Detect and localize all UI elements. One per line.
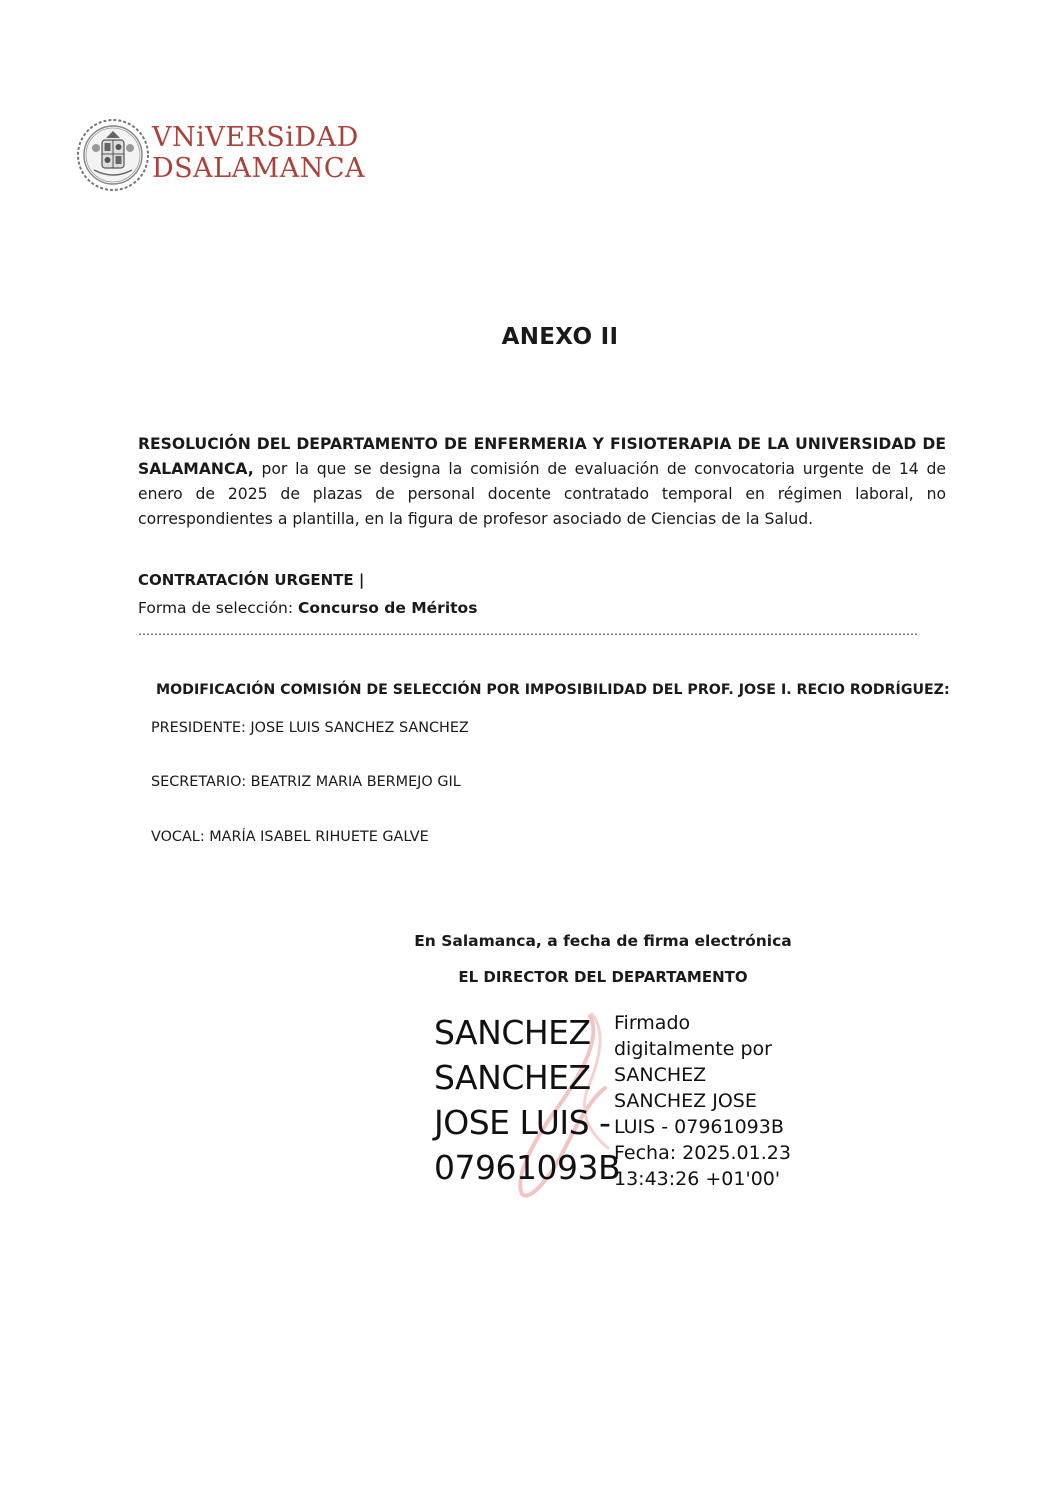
university-logo [76,118,365,194]
signature-name [434,1010,620,1190]
commission-member-president: PRESIDENTE: JOSE LUIS SANCHEZ SANCHEZ [151,720,469,736]
signature-name-line: JOSE LUIS - [434,1103,611,1142]
modificacion-heading: MODIFICACIÓN COMISIÓN DE SELECCIÓN POR IMPOSIBILIDAD DEL PROF. JOSE I. RECIO RODRÍGUEZ: [156,682,950,698]
forma-label: Forma de selección: [138,599,299,617]
commission-member-secretary: SECRETARIO: BEATRIZ MARIA BERMEJO GIL [151,774,461,790]
signature-info-line: LUIS - 07961093B [614,1116,784,1138]
signature-info-line: SANCHEZ JOSE [614,1090,757,1112]
signature-info-line: SANCHEZ [614,1064,707,1086]
signature-name-line: SANCHEZ [434,1058,591,1097]
signature-info-line: digitalmente por [614,1038,772,1060]
dotted-separator: …………………………………………………………………………………………………………………………………………………………………………… [138,624,918,638]
logo-line-2: DSALAMANCA [152,153,365,184]
director-title: EL DIRECTOR DEL DEPARTAMENTO [458,968,748,986]
commission-member-vocal: VOCAL: MARÍA ISABEL RIHUETE GALVE [151,829,429,845]
signature-info-line: Fecha: 2025.01.23 [614,1142,791,1164]
signature-info-line: 13:43:26 +01'00' [614,1168,781,1190]
university-seal-icon [76,118,150,192]
resolution-body: por la que se designa la comisión de evaluación de convocatoria urgente de 14 de enero de 2025 de plazas de personal docente contratado temporal en régimen laboral, no correspondientes a plantilla, en la figura de profesor asociado de Ciencias de la Salud. [138,460,946,528]
resolution-paragraph [138,432,946,532]
contratacion-heading: CONTRATACIÓN URGENTE | [138,571,365,589]
signature-name-line: SANCHEZ [434,1013,591,1052]
university-wordmark [152,122,365,184]
logo-line-1: VNiVERSiDAD [152,122,359,153]
forma-seleccion [138,599,477,617]
resolution-lead: RESOLUCIÓN DEL DEPARTAMENTO DE ENFERMERIA Y FISIOTERAPIA DE LA UNIVERSIDAD DE SALAMANCA, [138,435,946,478]
place-date-line: En Salamanca, a fecha de firma electrónica [414,932,792,950]
document-title: ANEXO II [501,324,619,350]
signature-info-line: Firmado [614,1012,691,1034]
signature-info [614,1010,791,1192]
forma-value: Concurso de Méritos [298,599,478,617]
signature-name-line: 07961093B [434,1148,621,1187]
